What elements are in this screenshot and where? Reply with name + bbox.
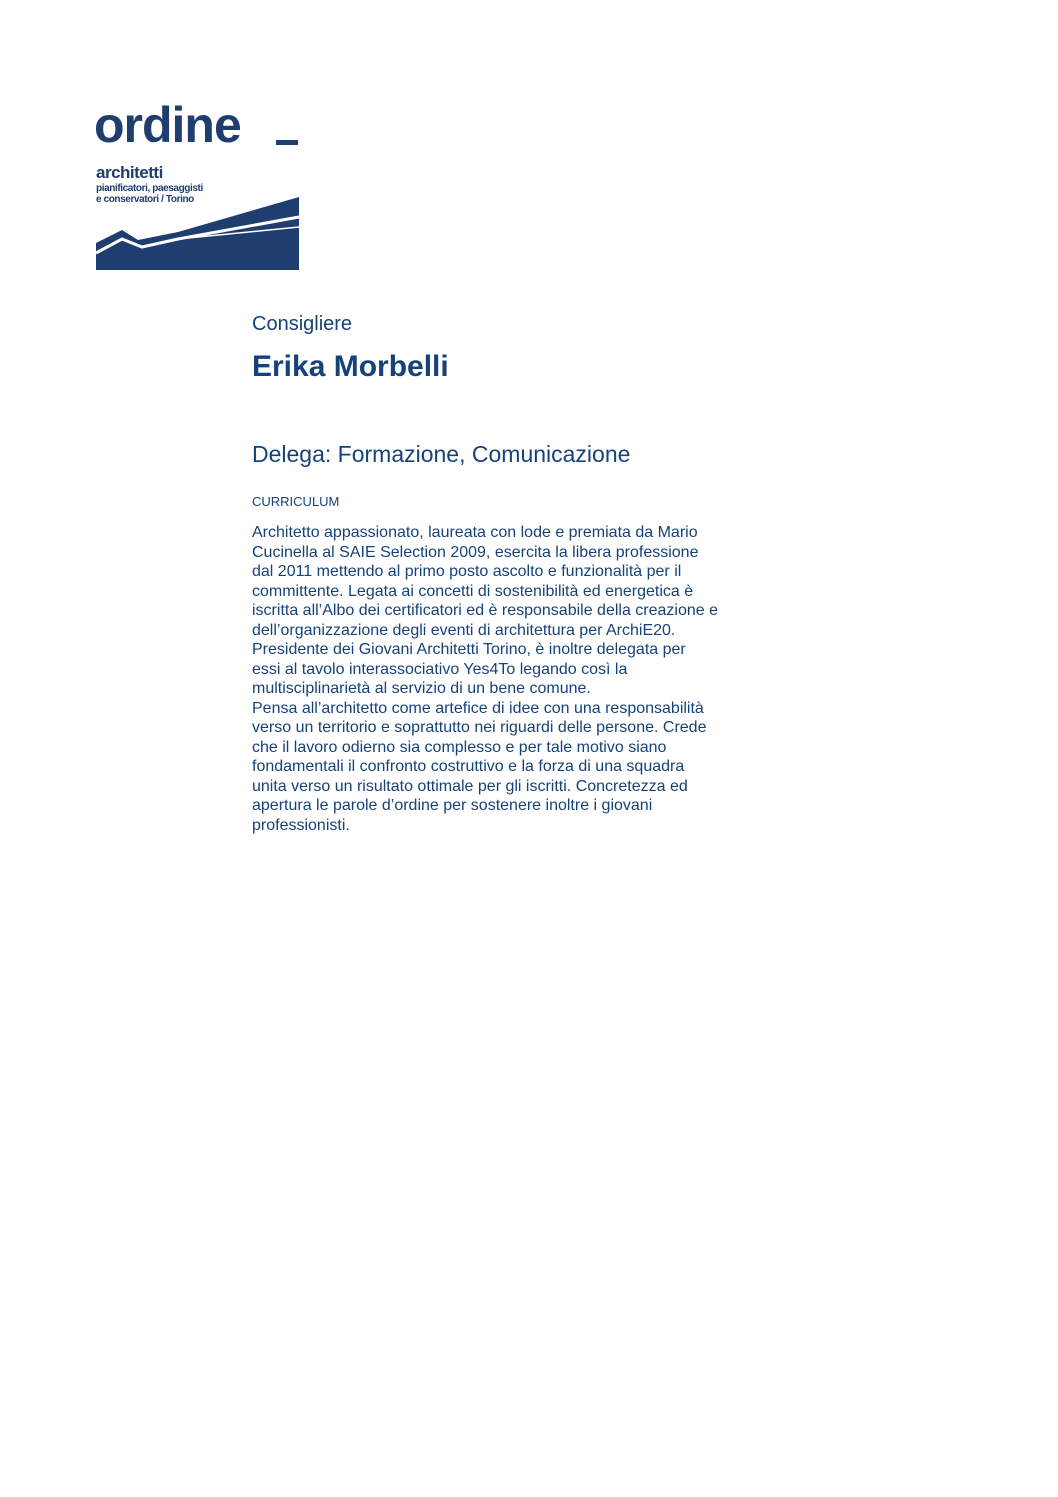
role-title: Consigliere: [252, 313, 353, 335]
logo-tagline-line1: pianificatori, paesaggisti: [96, 183, 203, 194]
logo-dash: [276, 140, 298, 145]
logo-subtitle: architetti: [96, 163, 163, 182]
curriculum-line: professionisti.: [252, 816, 350, 834]
curriculum-line: che il lavoro odierno sia complesso e per tale motivo siano: [252, 738, 667, 756]
curriculum-line: essi al tavolo interassociativo Yes4To legando così la: [252, 660, 628, 678]
logo-tagline-line2: e conservatori / Torino: [96, 194, 194, 205]
curriculum-line: Pensa all’architetto come artefice di idee con una responsabilità: [252, 699, 704, 717]
logo-wordmark: ordine: [94, 97, 241, 153]
curriculum-text: [252, 523, 752, 835]
curriculum-line: multisciplinarietà al servizio di un bene comune.: [252, 680, 591, 697]
delega-line: Delega: Formazione, Comunicazione: [252, 441, 631, 467]
curriculum-line: dell’organizzazione degli eventi di architettura per ArchiE20.: [252, 621, 676, 639]
curriculum-line: Cucinella al SAIE Selection 2009, esercita la libera professione: [252, 543, 699, 561]
curriculum-line: iscritta all’Albo dei certificatori ed è responsabile della creazione e: [252, 602, 719, 619]
curriculum-line: verso un territorio e soprattutto nei riguardi delle persone. Crede: [252, 719, 707, 736]
curriculum-line: Architetto appassionato, laureata con lode e premiata da Mario: [252, 524, 698, 541]
person-name: Erika Morbelli: [252, 350, 449, 383]
curriculum-line: dal 2011 mettendo al primo posto ascolto e funzionalità per il: [252, 563, 682, 580]
ordine-architetti-logo: [94, 97, 304, 275]
curriculum-label: CURRICULUM: [252, 494, 340, 509]
curriculum-line: apertura le parole d’ordine per sostenere inoltre i giovani: [252, 797, 653, 814]
logo-building-mark-icon: [94, 195, 304, 275]
curriculum-line: fondamentali il confronto costruttivo e la forza di una squadra: [252, 758, 685, 775]
curriculum-line: committente. Legata ai concetti di sostenibilità ed energetica è: [252, 582, 694, 600]
curriculum-line: Presidente dei Giovani Architetti Torino, è inoltre delegata per: [252, 641, 686, 658]
curriculum-line: unita verso un risultato ottimale per gli iscritti. Concretezza ed: [252, 777, 688, 795]
